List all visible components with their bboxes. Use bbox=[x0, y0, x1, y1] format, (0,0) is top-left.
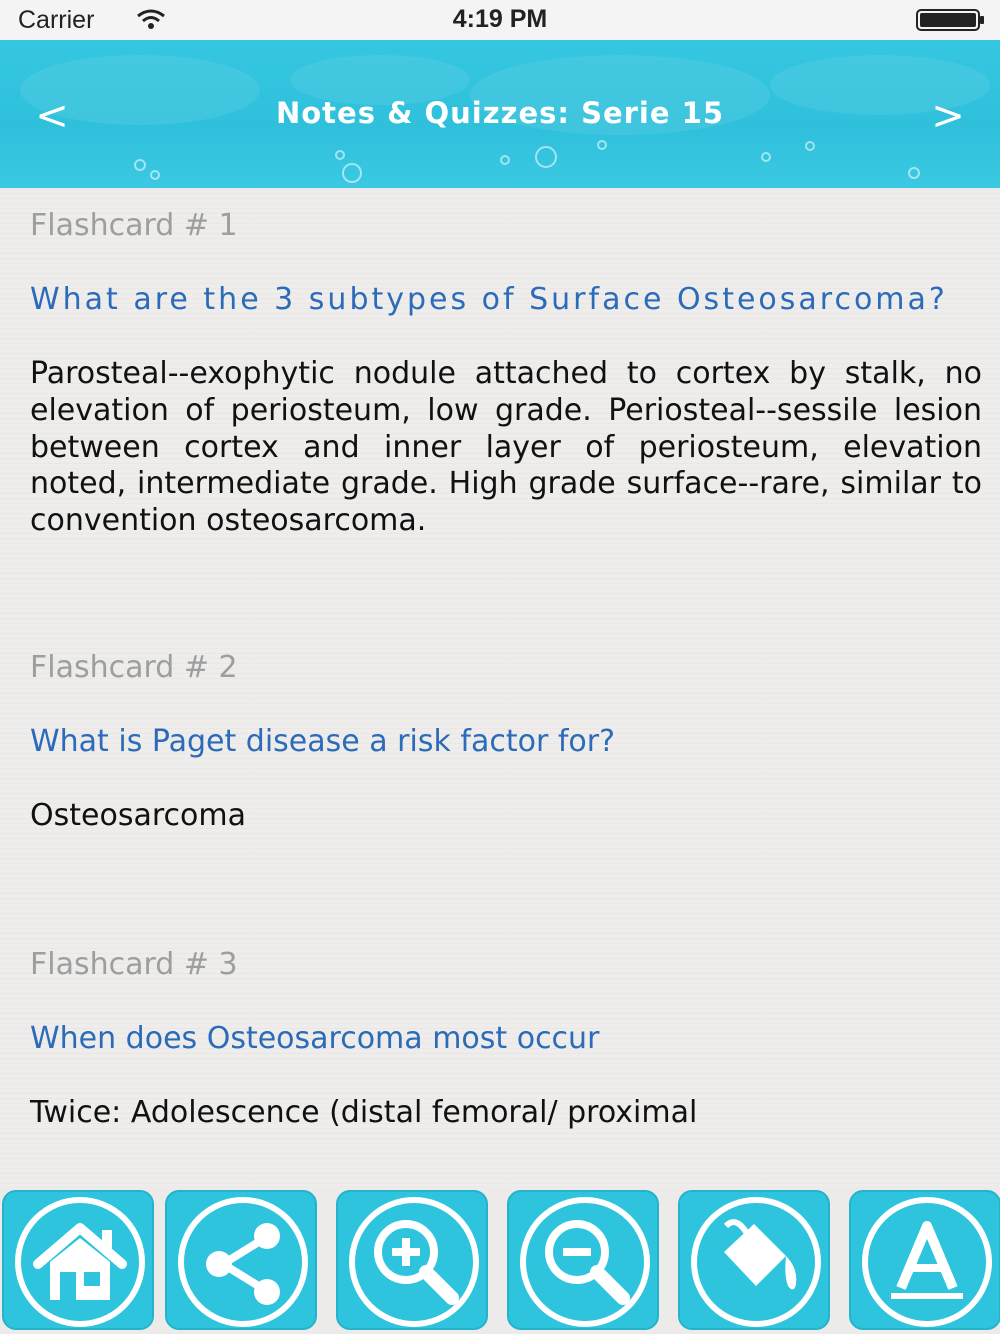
flashcard-answer: Osteosarcoma bbox=[30, 797, 246, 833]
home-button[interactable] bbox=[2, 1190, 154, 1330]
flashcard-answer: Parosteal--exophytic nodule attached to cortex by stalk, no elevation of periosteum, low grade. Periosteal--sessile lesion between cortex and inner layer of periosteum, elevation noted, intermediate grade. High grade surface--rare, similar to convention osteosarcoma. bbox=[30, 356, 982, 539]
font-button[interactable] bbox=[849, 1190, 1000, 1330]
clock: 4:19 PM bbox=[452, 5, 548, 33]
next-button[interactable]: > bbox=[931, 93, 965, 139]
zoom-out-icon bbox=[515, 1192, 655, 1332]
flashcard-number: Flashcard # 1 bbox=[30, 208, 238, 243]
flashcard-answer: Twice: Adolescence (distal femoral/ proximal bbox=[30, 1094, 698, 1130]
battery-icon bbox=[916, 9, 986, 31]
share-button[interactable] bbox=[165, 1190, 317, 1330]
flashcard bbox=[30, 650, 982, 835]
flashcard-number: Flashcard # 2 bbox=[30, 649, 238, 685]
background-color-button[interactable] bbox=[678, 1190, 830, 1330]
bottom-toolbar bbox=[0, 1186, 1000, 1334]
zoom-out-button[interactable] bbox=[507, 1190, 659, 1330]
flashcard bbox=[30, 947, 982, 1132]
page-title: Notes & Quizzes: Serie 15 bbox=[275, 96, 724, 130]
share-icon bbox=[173, 1192, 313, 1332]
flashcard-number: Flashcard # 3 bbox=[30, 946, 238, 982]
font-icon bbox=[857, 1192, 997, 1332]
flashcard bbox=[30, 208, 982, 540]
zoom-in-icon bbox=[344, 1192, 484, 1332]
zoom-in-button[interactable] bbox=[336, 1190, 488, 1330]
flashcard-list[interactable] bbox=[0, 188, 1000, 1186]
flashcard-question: What are the 3 subtypes of Surface Osteosarcoma? bbox=[30, 282, 948, 317]
flashcard-question: What is Paget disease a risk factor for? bbox=[30, 723, 615, 759]
navigation-bar bbox=[0, 40, 1000, 188]
home-icon bbox=[10, 1192, 150, 1332]
flashcard-question: When does Osteosarcoma most occur bbox=[30, 1020, 600, 1056]
carrier-label: Carrier bbox=[18, 6, 95, 34]
previous-button[interactable]: < bbox=[35, 93, 69, 139]
status-bar bbox=[0, 0, 1000, 40]
paint-bucket-icon bbox=[686, 1192, 826, 1332]
